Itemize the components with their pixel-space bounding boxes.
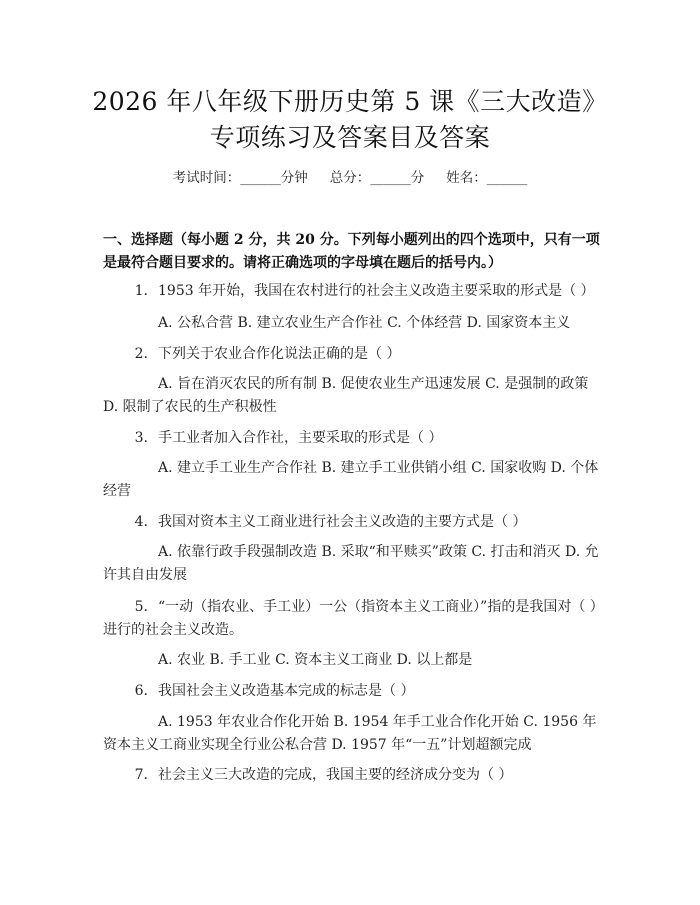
question-number: 5. xyxy=(134,599,148,615)
question-3 xyxy=(103,427,599,450)
question-text: 我国对资本主义工商业进行社会主义改造的主要方式是（ ） xyxy=(158,514,527,530)
question-7 xyxy=(103,764,599,787)
question-number: 4. xyxy=(134,514,148,530)
question-text: 1953 年开始，我国在农村进行的社会主义改造主要采取的形式是（ ） xyxy=(158,283,595,299)
question-number: 1. xyxy=(134,283,148,299)
question-4 xyxy=(103,511,599,534)
question-5 xyxy=(103,596,599,642)
question-text: 我国社会主义改造基本完成的标志是（ ） xyxy=(158,683,415,699)
question-5-options: A. 农业 B. 手工业 C. 资本主义工商业 D. 以上都是 xyxy=(158,652,473,668)
question-text: 社会主义三大改造的完成，我国主要的经济成分变为（ ） xyxy=(158,767,513,783)
section-heading-choice: 一、选择题（每小题 2 分，共 20 分。下列每小题列出的四个选项中，只有一项是最符合题目要求的。请将正确选项的字母填在题后的括号内。） xyxy=(103,232,600,271)
question-text: “一动（指农业、手工业）一公（指资本主义工商业）”指的是我国对（ ）进行的社会主义改造。 xyxy=(103,599,597,638)
question-6 xyxy=(103,680,599,703)
question-2 xyxy=(103,343,599,366)
exam-info-line xyxy=(0,168,700,188)
question-number: 2. xyxy=(134,346,148,362)
document-title-line2: 专项练习及答案目及答案 xyxy=(209,123,491,152)
question-number: 6. xyxy=(134,683,148,699)
document-title-line1: 2026 年八年级下册历史第 5 课《三大改造》 xyxy=(92,87,608,116)
question-number: 7. xyxy=(134,767,148,783)
question-6-options: A. 1953 年农业合作化开始 B. 1954 年手工业合作化开始 C. 1956 年资本主义工商业实现全行业公私合营 D. 1957 年“一五”计划超额完成 xyxy=(103,714,597,753)
question-4-options: A. 依靠行政手段强制改造 B. 采取“和平赎买”政策 C. 打击和消灭 D. 允许其自由发展 xyxy=(103,544,599,583)
question-number: 3. xyxy=(134,430,148,446)
question-text: 下列关于农业合作化说法正确的是（ ） xyxy=(158,346,401,362)
exam-total-score: 总分：______分 xyxy=(329,170,425,186)
question-1 xyxy=(103,280,599,303)
question-1-options: A. 公私合营 B. 建立农业生产合作社 C. 个体经营 D. 国家资本主义 xyxy=(158,315,571,331)
question-3-options: A. 建立手工业生产合作社 B. 建立手工业供销小组 C. 国家收购 D. 个体经营 xyxy=(103,460,599,499)
exam-time: 考试时间：______分钟 xyxy=(172,170,308,186)
question-2-options: A. 旨在消灭农民的所有制 B. 促使农业生产迅速发展 C. 是强制的政策 D. 限制了农民的生产积极性 xyxy=(103,376,589,415)
exam-student-name: 姓名：______ xyxy=(446,170,528,186)
question-text: 手工业者加入合作社，主要采取的形式是（ ） xyxy=(158,430,443,446)
